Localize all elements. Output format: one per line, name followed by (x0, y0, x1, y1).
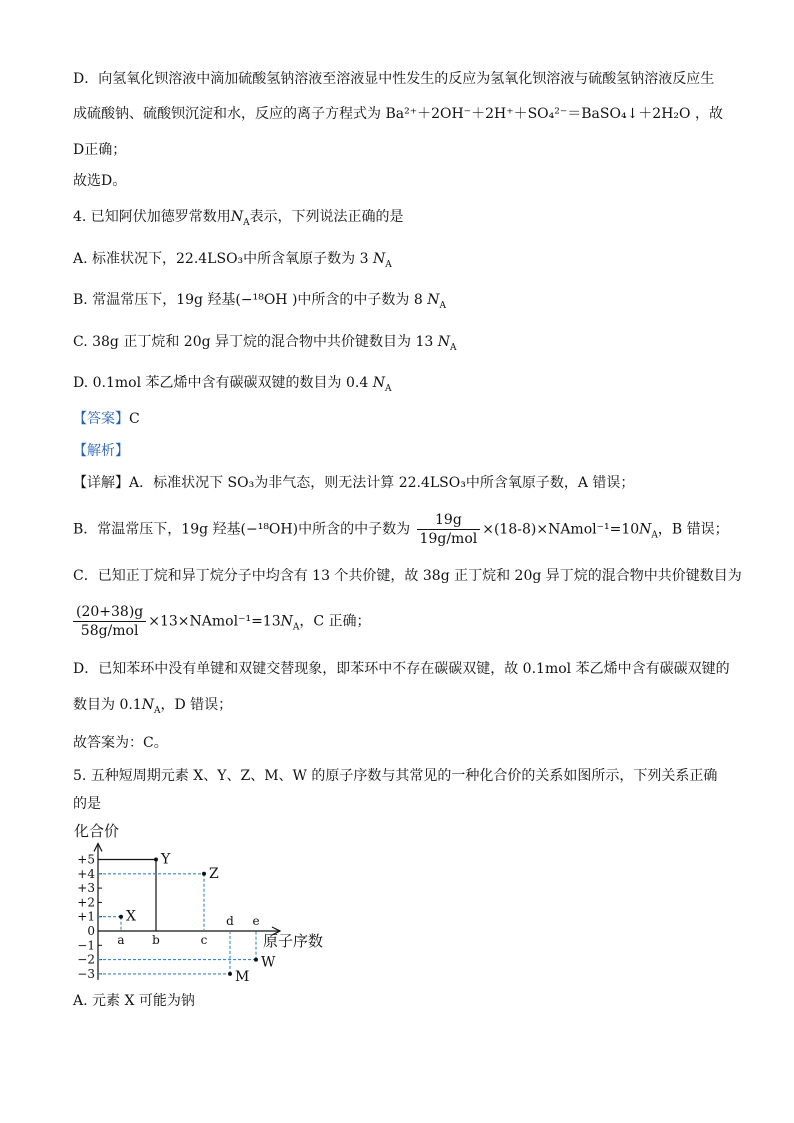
na-subscript: A (651, 530, 658, 541)
y-tick-label: 0 (87, 924, 95, 938)
x-tick-label: e (252, 914, 260, 928)
detail-b-pre: B．常温常压下，19g 羟基(−¹⁸OH)中所含的中子数为 (73, 521, 411, 538)
chart-xlabel: 原子序数 (263, 932, 324, 950)
prev-d-line1: D．向氢氧化钡溶液中滴加硫酸氢钠溶液至溶液显中性发生的反应为氢氧化钡溶液与硫酸氢钠溶液反应生 (73, 71, 715, 87)
point-label: X (126, 908, 136, 925)
q4-detail-a (73, 473, 634, 493)
q4-option-b-text: B. 常温常压下，19g 羟基(−¹⁸OH )中所含的中子数为 8 (73, 292, 423, 308)
q4-option-d-text: D. 0.1mol 苯乙烯中含有碳碳双键的数目为 0.4 (73, 375, 369, 391)
q4-option-b (73, 290, 446, 310)
y-tick-label: −2 (77, 952, 95, 967)
data-point (202, 872, 206, 876)
fraction-c (73, 603, 146, 640)
prev-d-line2 (73, 104, 723, 124)
x-tick-label: d (226, 914, 234, 928)
y-tick-label: +5 (77, 852, 95, 867)
q4-option-c (73, 332, 456, 352)
y-tick-label: −3 (77, 966, 95, 981)
na-symbol: N (372, 251, 386, 267)
x-tick-label: b (152, 933, 160, 947)
na-subscript: A (243, 217, 250, 228)
na-symbol: N (141, 697, 154, 713)
q5-stem-line2: 的是 (73, 796, 101, 812)
data-point (154, 858, 158, 862)
na-symbol: N (427, 292, 440, 308)
q4-detail-c1: C．已知正丁烷和异丁烷分子中均含有 13 个共价键，故 38g 正丁烷和 20g 异丁烷的混合物中共价键数目为 (73, 568, 742, 584)
na-subscript: A (153, 705, 161, 716)
na-symbol: N (437, 334, 450, 350)
y-tick-label: −1 (77, 938, 95, 953)
answer-value: C (129, 411, 140, 427)
na-symbol: N (280, 613, 293, 630)
na-subscript: A (384, 383, 392, 394)
fraction-b-numerator: 19g (417, 511, 481, 530)
q4-option-a-text: A. 标准状况下，22.4LSO₃中所含氧原子数为 3 (73, 251, 369, 267)
point-label: Z (209, 865, 219, 882)
na-symbol: N (230, 209, 244, 225)
prev-d-line3: D正确； (73, 142, 127, 158)
na-subscript: A (292, 622, 300, 633)
prev-d-line2-text: 成硫酸钠、硫酸钡沉淀和水，反应的离子方程式为 (73, 106, 381, 122)
q4-stem-end: 表示，下列说法正确的是 (249, 209, 404, 225)
detail-b-end: ，B 错误； (657, 521, 729, 538)
y-tick-label: +1 (77, 909, 95, 924)
q5-stem-line1: 5. 五种短周期元素 X、Y、Z、M、W 的原子序数与其常见的一种化合价的关系如图所示，下列关系正确 (73, 768, 718, 784)
q4-option-a (73, 249, 392, 269)
q4-stem (73, 207, 404, 227)
q4-option-d (73, 373, 391, 393)
na-subscript: A (385, 259, 392, 270)
q4-stem-text: 4. 已知阿伏加德罗常数用 (73, 209, 231, 225)
detail-d2-end: ，D 错误； (160, 697, 233, 713)
fraction-b (417, 511, 481, 548)
na-symbol: N (372, 375, 385, 391)
q4-conclusion: 故答案为：C。 (73, 735, 168, 751)
detail-c-end: ，C 正确； (299, 613, 371, 630)
q4-option-c-text: C. 38g 正丁烷和 20g 异丁烷的混合物中共价键数目为 13 (73, 334, 434, 350)
point-label: Y (161, 851, 171, 868)
q4-detail-b (73, 511, 729, 548)
detail-d2-pre: 数目为 0.1 (73, 697, 142, 713)
valence-chart (60, 818, 360, 988)
y-tick-label: +3 (77, 881, 95, 896)
q4-detail-d2 (73, 695, 232, 715)
fraction-c-numerator: (20+38)g (73, 603, 146, 622)
chart-ylabel: 化合价 (74, 822, 120, 840)
prev-d-line2-end: ，故 (694, 106, 723, 122)
data-point (119, 915, 123, 919)
q4-answer (73, 409, 140, 429)
q4-analysis-tag (73, 441, 129, 461)
na-subscript: A (439, 300, 446, 311)
point-label: M (235, 968, 250, 985)
detail-tag: 【详解】 (73, 475, 129, 491)
data-point (228, 972, 232, 976)
data-point (254, 958, 258, 962)
fraction-c-denominator: 58g/mol (80, 623, 139, 639)
analysis-tag: 【解析】 (73, 443, 129, 459)
na-subscript: A (449, 342, 457, 353)
na-symbol: N (639, 521, 652, 538)
prev-d-conclusion: 故选D。 (73, 173, 127, 189)
y-tick-label: +4 (77, 866, 95, 881)
q4-detail-c2 (73, 603, 371, 640)
q4-detail-d1: D．已知苯环中没有单键和双键交替现象，即苯环中不存在碳碳双键，故 0.1mol 苯乙烯中含有碳碳双键的 (73, 661, 730, 677)
detail-c-post: ×13×NAmol⁻¹=13 (148, 613, 281, 630)
detail-a-text: A．标准状况下 SO₃为非气态，则无法计算 22.4LSO₃中所含氧原子数，A 错误； (129, 475, 635, 491)
answer-tag: 【答案】 (73, 411, 129, 427)
fraction-b-denominator: 19g/mol (419, 531, 478, 547)
point-label: W (261, 954, 276, 971)
y-tick-label: +2 (77, 895, 95, 910)
detail-b-post: ×(18-8)×NAmol⁻¹=10 (482, 521, 640, 538)
x-tick-label: c (200, 933, 208, 947)
q5-option-a: A. 元素 X 可能为钠 (73, 993, 195, 1009)
ionic-equation: Ba²⁺＋2OH⁻＋2H⁺＋SO₄²⁻＝BaSO₄↓＋2H₂O (385, 106, 691, 122)
x-tick-label: a (117, 933, 125, 947)
